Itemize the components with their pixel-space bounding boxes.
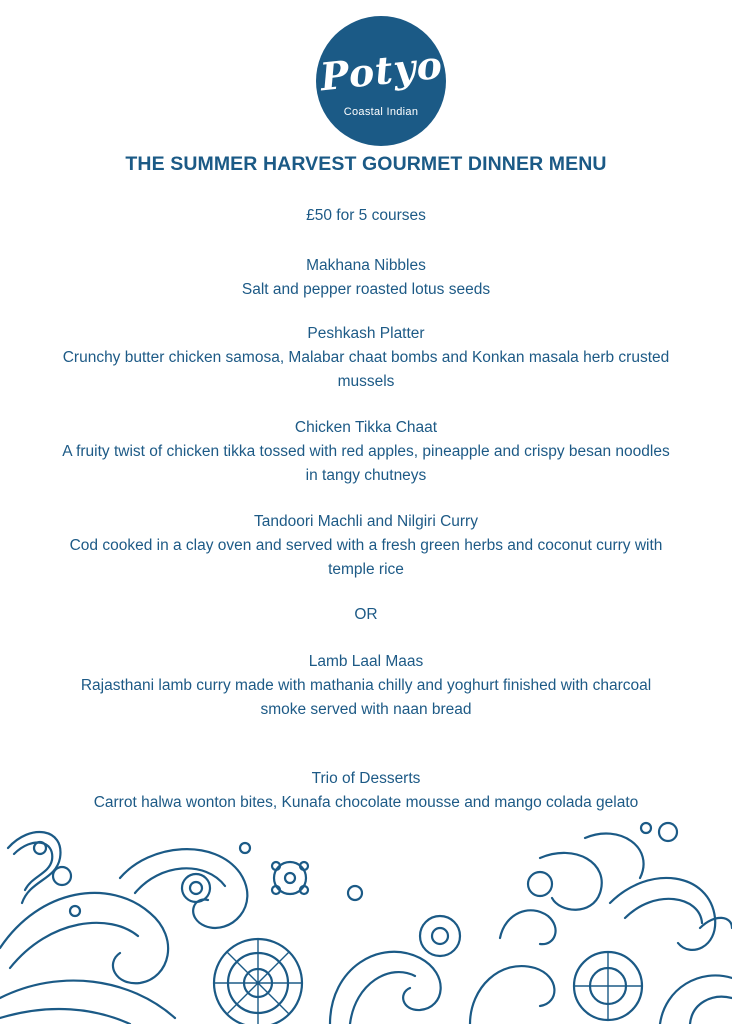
- course-separator: OR: [354, 606, 378, 623]
- menu-price: £50 for 5 courses: [306, 207, 426, 224]
- course-description: Salt and pepper roasted lotus seeds: [241, 281, 491, 298]
- course-item: [60, 416, 672, 488]
- restaurant-logo: [316, 16, 446, 146]
- course-name: Makhana Nibbles: [306, 257, 426, 274]
- course-name: Peshkash Platter: [307, 325, 425, 342]
- course-item: [60, 767, 672, 815]
- course-item: [60, 254, 672, 302]
- course-item: [60, 322, 672, 394]
- course-item: [60, 650, 672, 722]
- logo-wordmark: Potyo: [317, 41, 445, 100]
- course-description: Rajasthani lamb curry made with mathania chilly and yoghurt finished with charcoal smoke served with naan bread: [80, 677, 652, 718]
- course-name: Chicken Tikka Chaat: [294, 419, 438, 436]
- menu-title: THE SUMMER HARVEST GOURMET DINNER MENU: [125, 153, 607, 175]
- course-name: Tandoori Machli and Nilgiri Curry: [254, 513, 478, 530]
- paisley-border-illustration: [0, 818, 732, 1024]
- course-description: Cod cooked in a clay oven and served with a fresh green herbs and coconut curry with temple rice: [69, 537, 663, 578]
- course-item: [60, 510, 672, 582]
- course-description: A fruity twist of chicken tikka tossed with red apples, pineapple and crispy besan noodles in tangy chutneys: [62, 443, 670, 484]
- course-description: Carrot halwa wonton bites, Kunafa chocolate mousse and mango colada gelato: [93, 794, 639, 811]
- course-description: Crunchy butter chicken samosa, Malabar chaat bombs and Konkan masala herb crusted mussels: [62, 349, 670, 390]
- course-name: Lamb Laal Maas: [308, 653, 424, 670]
- course-name: Trio of Desserts: [311, 770, 421, 787]
- logo-tagline: Coastal Indian: [343, 106, 419, 118]
